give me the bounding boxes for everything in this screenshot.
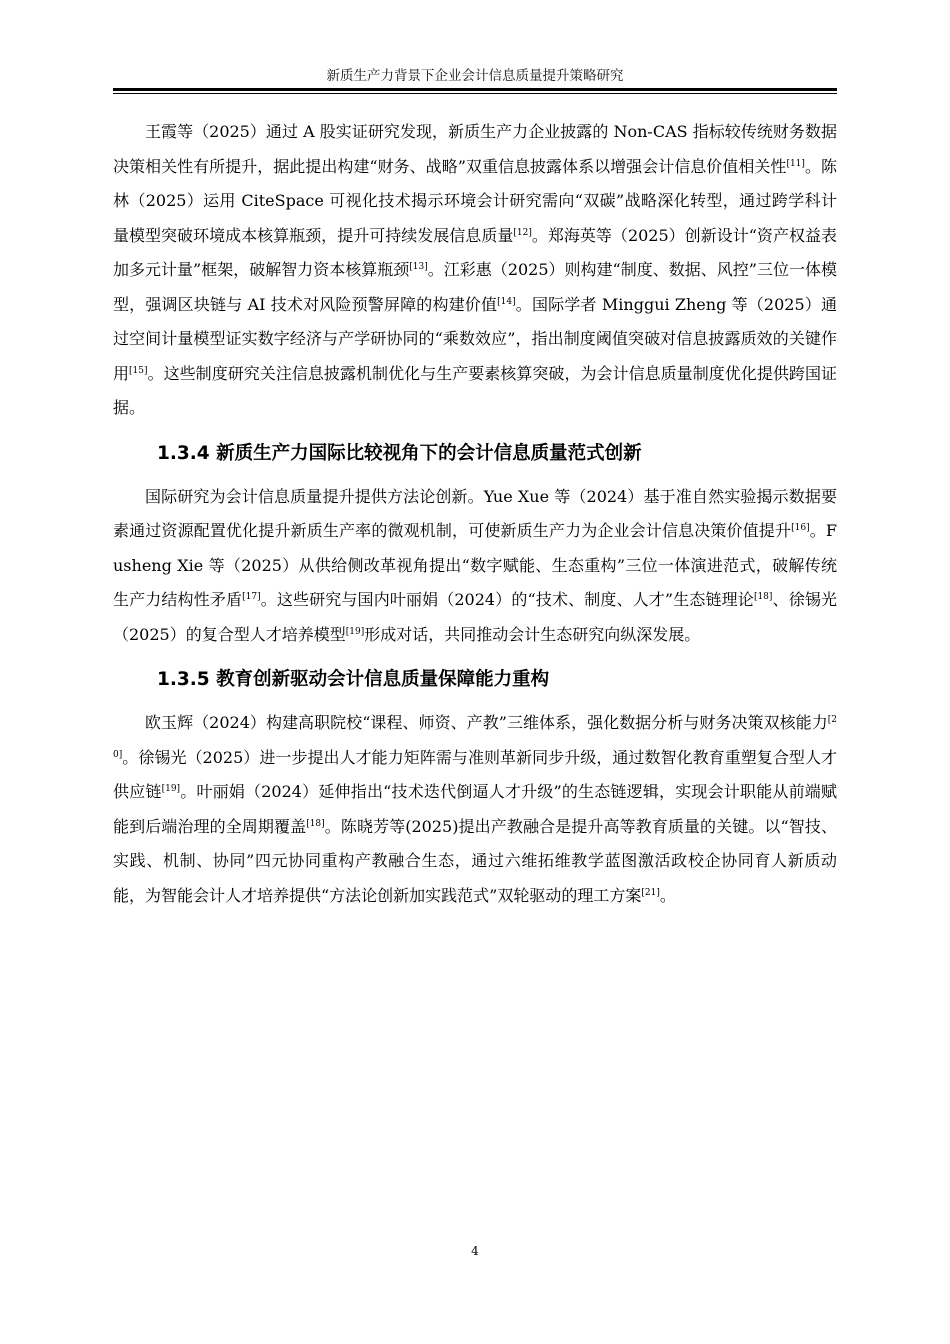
text-run: 。 (659, 885, 676, 905)
citation-marker: [16] (791, 523, 810, 533)
text-run: 形成对话，共同推动会计生态研究向纵深发展。 (364, 624, 701, 644)
text-run: 。陈林（2025）运用 CiteSpace 可视化技术揭示环境会计研究需向“双碳”战略深化转型，通过跨学科计量模型突破环境成本核算瓶颈，提升可持续发展信息质量 (113, 156, 837, 245)
citation-marker: [11] (786, 158, 805, 169)
text-run: 。徐锡光（2025）进一步提出人才能力矩阵需与准则革新同步升级，通过数智化教育重塑复合型人才供应链 (113, 747, 837, 801)
section-heading-1-3-4: 1.3.4 新质生产力国际比较视角下的会计信息质量范式创新 (157, 442, 642, 464)
citation-marker: [12] (513, 227, 532, 238)
citation-marker: [19] (345, 626, 365, 637)
header-rule-thin (113, 93, 837, 94)
text-run: 。郑海英等（2025）创新设计“资产权益表加多元计量”框架，破解智力资本核算瓶颈 (113, 225, 837, 279)
citation-marker: [13] (409, 262, 428, 272)
paragraph-education-innovation (113, 706, 837, 913)
running-header: 新质生产力背景下企业会计信息质量提升策略研究 (326, 68, 624, 84)
text-run: 。叶丽娟（2024）延伸指出“技术迭代倒逼人才升级”的生态链逻辑，实现会计职能从前端赋能到后端治理的全周期覆盖 (113, 782, 837, 836)
section-heading-1-3-5: 1.3.5 教育创新驱动会计信息质量保障能力重构 (157, 669, 550, 690)
text-run: 王霞等（2025）通过 A 股实证研究发现，新质生产力企业披露的 Non-CAS 指标较传统财务数据决策相关性有所提升，据此提出构建“财务、战略”双重信息披露体系以增强会计信息价值相关性 (113, 122, 837, 176)
text-run: 欧玉辉（2024）构建高职院校“课程、师资、产教”三维体系，强化数据分析与财务决策双核能力 (145, 713, 828, 732)
text-run: 国际研究为会计信息质量提升提供方法论创新。Yue Xue 等（2024）基于准自然实验揭示数据要素通过资源配置优化提升新质生产率的微观机制，可使新质生产力为企业会计信息决策价值提升 (113, 486, 837, 540)
paragraph-international-research (113, 480, 837, 653)
citation-marker: [20] (113, 715, 837, 760)
header-rule-thick (113, 88, 837, 91)
citation-marker: [19] (161, 784, 181, 794)
citation-marker: [18] (753, 592, 773, 602)
page-number: 4 (471, 1244, 479, 1258)
text-run: 、徐锡光（2025）的复合型人才培养模型 (113, 590, 837, 644)
text-run: 。国际学者 Minggui Zheng 等（2025）通过空间计量模型证实数字经济与产学研协同的“乘数效应”，指出制度阈值突破对信息披露质效的关键作用 (113, 294, 837, 383)
citation-marker: [18] (306, 818, 325, 829)
citation-marker: [15] (129, 365, 148, 376)
text-run: 。江彩惠（2025）则构建“制度、数据、风控”三位一体模型，强调区块链与 AI 技术对风险预警屏障的构建价值 (113, 260, 837, 314)
text-run: 。陈晓芳等(2025)提出产教融合是提升高等教育质量的关键。以“智技、实践、机制、协同”四元协同重构产教融合生态，通过六维拓维教学蓝图激活政校企协同育人新质动能，为智能会计人才培养提供“方法论创新加实践范式”双轮驱动的理工方案 (113, 816, 837, 905)
text-run: 。这些研究与国内叶丽娟（2024）的“技术、制度、人才”生态链理论 (260, 590, 754, 609)
page-body (113, 115, 837, 913)
text-run: 。这些制度研究关注信息披露机制优化与生产要素核算突破，为会计信息质量制度优化提供跨国证据。 (113, 363, 837, 417)
paragraph-institutional-research (113, 115, 837, 426)
citation-marker: [14] (497, 296, 516, 307)
citation-marker: [21] (641, 887, 660, 898)
text-run: 。Fusheng Xie 等（2025）从供给侧改革视角提出“数字赋能、生态重构”三位一体演进范式，破解传统生产力结构性矛盾 (113, 521, 837, 609)
citation-marker: [17] (242, 592, 261, 602)
